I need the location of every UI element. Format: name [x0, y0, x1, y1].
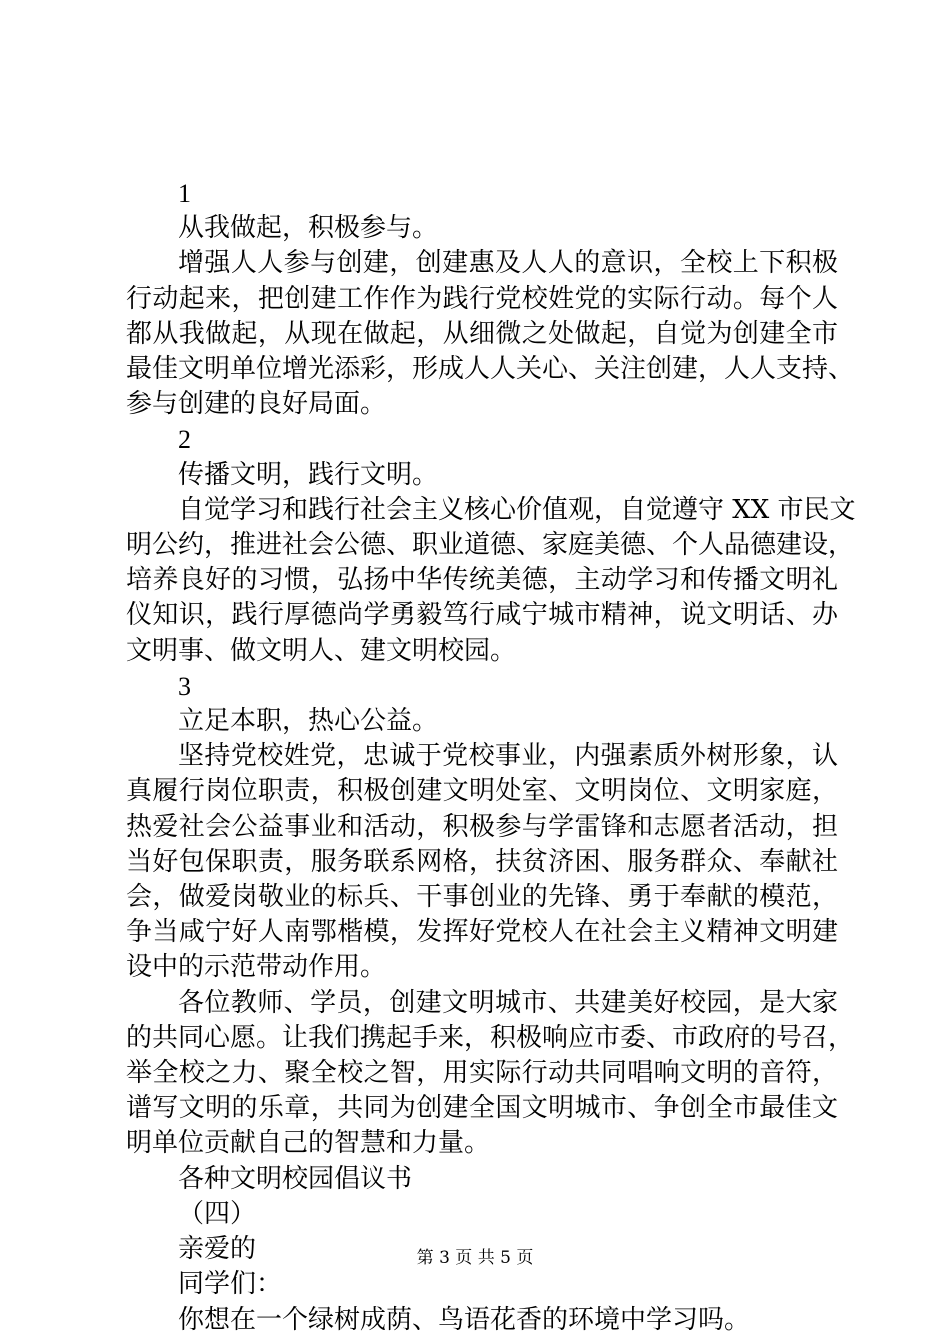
text-line: 举全校之力、聚全校之智，用实际行动共同唱响文明的音符， — [126, 1058, 838, 1089]
text-line: 你想在一个绿树成荫、鸟语花香的环境中学习吗。 — [178, 1304, 751, 1335]
text-line: 参与创建的良好局面。 — [126, 389, 387, 420]
text-line: 明公约，推进社会公德、职业道德、家庭美德、个人品德建设， — [126, 530, 855, 561]
text-line: 真履行岗位职责，积极创建文明处室、文明岗位、文明家庭， — [126, 776, 838, 807]
text-line: 的共同心愿。让我们携起手来，积极响应市委、市政府的号召， — [126, 1022, 855, 1053]
text-line: 谱写文明的乐章，共同为创建全国文明城市、争创全市最佳文 — [126, 1093, 838, 1124]
text-line: 从我做起，积极参与。 — [178, 213, 439, 244]
text-line: 同学们： — [178, 1269, 283, 1300]
text-line: 亲爱的 — [178, 1234, 257, 1265]
text-line: 自觉学习和践行社会主义核心价值观，自觉遵守 XX 市民文 — [178, 494, 856, 525]
document-body — [126, 176, 856, 1338]
text-line: 立足本职，热心公益。 — [178, 706, 439, 737]
text-line: 仪知识，践行厚德尚学勇毅笃行咸宁城市精神，说文明话、办 — [126, 600, 838, 631]
text-line: 会，做爱岗敬业的标兵、干事创业的先锋、勇于奉献的模范， — [126, 882, 838, 913]
text-line: 坚持党校姓党，忠诚于党校事业，内强素质外树形象，认 — [178, 741, 838, 772]
text-line: 3 — [178, 671, 191, 701]
text-line: 增强人人参与创建，创建惠及人人的意识，全校上下积极 — [178, 248, 838, 279]
text-line: 最佳文明单位增光添彩，形成人人关心、关注创建，人人支持、 — [126, 354, 855, 385]
text-line: （四） — [178, 1198, 257, 1229]
text-line: 1 — [178, 179, 191, 208]
page-footer: 第 3 页 共 5 页 — [416, 1248, 534, 1268]
text-line: 争当咸宁好人南鄂楷模，发挥好党校人在社会主义精神文明建 — [126, 917, 838, 948]
text-line: 文明事、做文明人、建文明校园。 — [126, 635, 517, 666]
text-line: 培养良好的习惯，弘扬中华传统美德，主动学习和传播文明礼 — [126, 565, 838, 596]
text-line: 当好包保职责，服务联系网格，扶贫济困、服务群众、奉献社 — [126, 846, 838, 877]
text-line: 都从我做起，从现在做起，从细微之处做起，自觉为创建全市 — [126, 318, 838, 349]
text-line: 明单位贡献自己的智慧和力量。 — [126, 1128, 491, 1159]
text-line: 设中的示范带动作用。 — [126, 952, 387, 983]
text-line: 各位教师、学员，创建文明城市、共建美好校园，是大家 — [178, 987, 838, 1018]
text-line: 各种文明校园倡议书 — [178, 1163, 413, 1194]
text-line: 2 — [178, 425, 191, 455]
text-line: 行动起来，把创建工作作为践行党校姓党的实际行动。每个人 — [126, 283, 838, 314]
text-line: 传播文明，践行文明。 — [178, 459, 439, 490]
text-line: 热爱社会公益事业和活动，积极参与学雷锋和志愿者活动，担 — [126, 811, 838, 842]
